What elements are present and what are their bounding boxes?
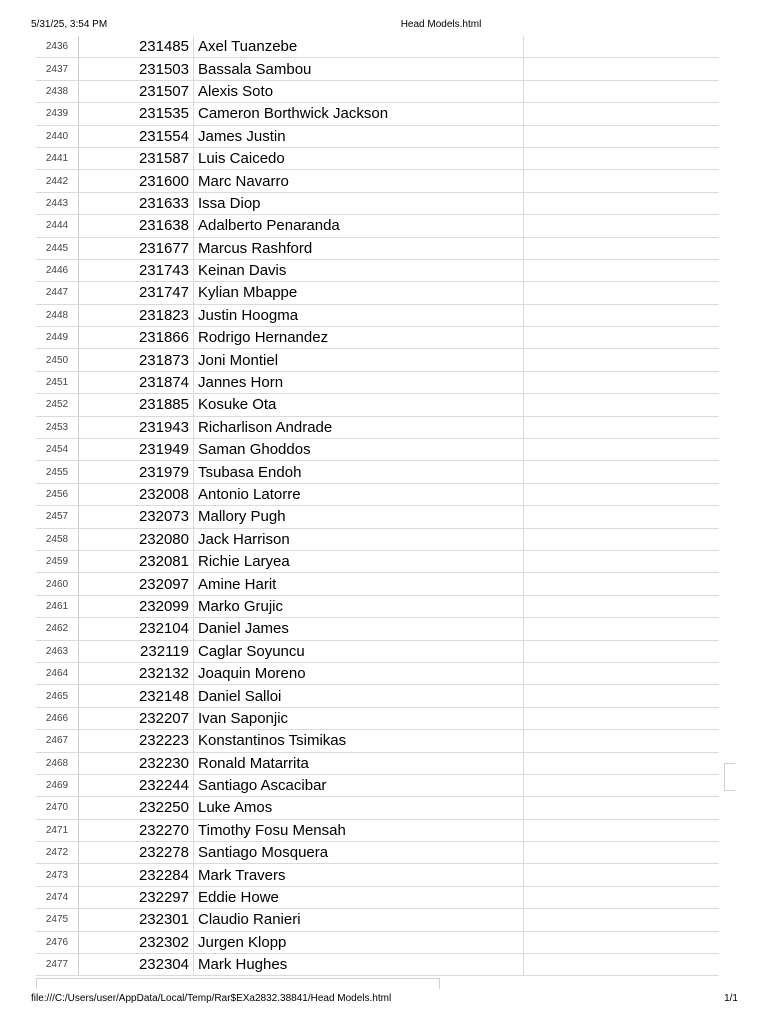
player-name-cell[interactable]: Rodrigo Hernandez xyxy=(194,327,524,349)
empty-cell[interactable] xyxy=(524,215,720,237)
player-name-cell[interactable]: Alexis Soto xyxy=(194,80,524,102)
row-number[interactable]: 2447 xyxy=(36,282,79,304)
row-number[interactable]: 2460 xyxy=(36,573,79,595)
player-name-cell[interactable]: Saman Ghoddos xyxy=(194,439,524,461)
empty-cell[interactable] xyxy=(524,931,720,953)
player-id-cell[interactable]: 232301 xyxy=(79,909,194,931)
player-name-cell[interactable]: Santiago Mosquera xyxy=(194,842,524,864)
table-row xyxy=(36,640,719,662)
table-row xyxy=(36,506,719,528)
table-row xyxy=(36,371,719,393)
empty-cell[interactable] xyxy=(524,416,720,438)
row-number[interactable]: 2468 xyxy=(36,752,79,774)
player-id-cell[interactable]: 231979 xyxy=(79,461,194,483)
scroll-tab[interactable] xyxy=(724,763,735,791)
player-name-cell[interactable]: Timothy Fosu Mensah xyxy=(194,819,524,841)
row-number[interactable]: 2472 xyxy=(36,842,79,864)
player-id-cell[interactable]: 231554 xyxy=(79,125,194,147)
table-row xyxy=(36,304,719,326)
empty-cell[interactable] xyxy=(524,573,720,595)
player-id-cell[interactable]: 231743 xyxy=(79,259,194,281)
empty-cell[interactable] xyxy=(524,483,720,505)
table-row xyxy=(36,461,719,483)
table-row xyxy=(36,439,719,461)
row-number[interactable]: 2463 xyxy=(36,640,79,662)
row-number[interactable]: 2459 xyxy=(36,550,79,572)
player-id-cell[interactable]: 232278 xyxy=(79,842,194,864)
player-id-cell[interactable]: 231949 xyxy=(79,439,194,461)
spreadsheet-table xyxy=(36,36,719,976)
player-name-cell[interactable]: Issa Diop xyxy=(194,192,524,214)
sheet-bottom-box xyxy=(36,978,440,989)
table-row xyxy=(36,797,719,819)
empty-cell[interactable] xyxy=(524,864,720,886)
player-name-cell[interactable]: Axel Tuanzebe xyxy=(194,36,524,58)
document-title: Head Models.html xyxy=(400,19,482,30)
player-id-cell[interactable]: 232080 xyxy=(79,528,194,550)
row-number[interactable]: 2476 xyxy=(36,931,79,953)
row-number[interactable]: 2452 xyxy=(36,394,79,416)
row-number[interactable]: 2470 xyxy=(36,797,79,819)
row-number[interactable]: 2474 xyxy=(36,886,79,908)
row-number[interactable]: 2443 xyxy=(36,192,79,214)
table-row xyxy=(36,573,719,595)
row-number[interactable]: 2444 xyxy=(36,215,79,237)
player-id-cell[interactable]: 232284 xyxy=(79,864,194,886)
row-number[interactable]: 2473 xyxy=(36,864,79,886)
row-number[interactable]: 2455 xyxy=(36,461,79,483)
table-row xyxy=(36,842,719,864)
table-row xyxy=(36,483,719,505)
player-id-cell[interactable]: 231677 xyxy=(79,237,194,259)
row-number[interactable]: 2448 xyxy=(36,304,79,326)
row-number[interactable]: 2451 xyxy=(36,371,79,393)
player-name-cell[interactable]: Marc Navarro xyxy=(194,170,524,192)
player-name-cell[interactable]: Luke Amos xyxy=(194,797,524,819)
player-name-cell[interactable]: Joaquin Moreno xyxy=(194,662,524,684)
player-id-cell[interactable]: 232230 xyxy=(79,752,194,774)
table-row xyxy=(36,349,719,371)
table-row xyxy=(36,931,719,953)
row-number[interactable]: 2458 xyxy=(36,528,79,550)
empty-cell[interactable] xyxy=(524,640,720,662)
table-row xyxy=(36,685,719,707)
table-row xyxy=(36,662,719,684)
empty-cell[interactable] xyxy=(524,797,720,819)
empty-cell[interactable] xyxy=(524,707,720,729)
player-name-cell[interactable]: Marko Grujic xyxy=(194,595,524,617)
empty-cell[interactable] xyxy=(524,103,720,125)
empty-cell[interactable] xyxy=(524,819,720,841)
row-number[interactable]: 2438 xyxy=(36,80,79,102)
player-id-cell[interactable]: 231943 xyxy=(79,416,194,438)
player-id-cell[interactable]: 232250 xyxy=(79,797,194,819)
table-row xyxy=(36,752,719,774)
empty-cell[interactable] xyxy=(524,349,720,371)
player-id-cell[interactable]: 231535 xyxy=(79,103,194,125)
player-name-cell[interactable]: Daniel Salloi xyxy=(194,685,524,707)
table-row xyxy=(36,886,719,908)
empty-cell[interactable] xyxy=(524,304,720,326)
player-name-cell[interactable]: Kylian Mbappe xyxy=(194,282,524,304)
table-row xyxy=(36,259,719,281)
table-row xyxy=(36,80,719,102)
table-row xyxy=(36,215,719,237)
empty-cell[interactable] xyxy=(524,282,720,304)
player-id-cell[interactable]: 232223 xyxy=(79,730,194,752)
player-id-cell[interactable]: 232081 xyxy=(79,550,194,572)
player-name-cell[interactable]: Richarlison Andrade xyxy=(194,416,524,438)
player-id-cell[interactable]: 232302 xyxy=(79,931,194,953)
table-row xyxy=(36,550,719,572)
empty-cell[interactable] xyxy=(524,662,720,684)
row-number[interactable]: 2445 xyxy=(36,237,79,259)
player-name-cell[interactable]: Joni Montiel xyxy=(194,349,524,371)
player-id-cell[interactable]: 232073 xyxy=(79,506,194,528)
empty-cell[interactable] xyxy=(524,618,720,640)
table-row xyxy=(36,707,719,729)
player-name-cell[interactable]: Mark Travers xyxy=(194,864,524,886)
player-id-cell[interactable]: 231638 xyxy=(79,215,194,237)
player-id-cell[interactable]: 231633 xyxy=(79,192,194,214)
player-id-cell[interactable]: 231600 xyxy=(79,170,194,192)
table-row xyxy=(36,730,719,752)
empty-cell[interactable] xyxy=(524,506,720,528)
empty-cell[interactable] xyxy=(524,774,720,796)
empty-cell[interactable] xyxy=(524,147,720,169)
table-row xyxy=(36,528,719,550)
row-number[interactable]: 2436 xyxy=(36,36,79,58)
empty-cell[interactable] xyxy=(524,36,720,58)
row-number[interactable]: 2440 xyxy=(36,125,79,147)
row-number[interactable]: 2446 xyxy=(36,259,79,281)
row-number[interactable]: 2462 xyxy=(36,618,79,640)
player-id-cell[interactable]: 231873 xyxy=(79,349,194,371)
empty-cell[interactable] xyxy=(524,886,720,908)
table-row xyxy=(36,170,719,192)
player-name-cell[interactable]: James Justin xyxy=(194,125,524,147)
player-name-cell[interactable]: Bassala Sambou xyxy=(194,58,524,80)
player-name-cell[interactable]: Tsubasa Endoh xyxy=(194,461,524,483)
table-row xyxy=(36,36,719,58)
spreadsheet-body xyxy=(36,36,719,976)
row-number[interactable]: 2477 xyxy=(36,954,79,976)
player-id-cell[interactable]: 232270 xyxy=(79,819,194,841)
table-row xyxy=(36,954,719,976)
table-row xyxy=(36,909,719,931)
player-id-cell[interactable]: 231485 xyxy=(79,36,194,58)
player-id-cell[interactable]: 231747 xyxy=(79,282,194,304)
row-number[interactable]: 2456 xyxy=(36,483,79,505)
player-id-cell[interactable]: 232148 xyxy=(79,685,194,707)
empty-cell[interactable] xyxy=(524,752,720,774)
player-id-cell[interactable]: 231874 xyxy=(79,371,194,393)
player-name-cell[interactable]: Daniel James xyxy=(194,618,524,640)
row-number[interactable]: 2453 xyxy=(36,416,79,438)
empty-cell[interactable] xyxy=(524,327,720,349)
empty-cell[interactable] xyxy=(524,259,720,281)
player-name-cell[interactable]: Kosuke Ota xyxy=(194,394,524,416)
empty-cell[interactable] xyxy=(524,125,720,147)
empty-cell[interactable] xyxy=(524,595,720,617)
row-number[interactable]: 2465 xyxy=(36,685,79,707)
empty-cell[interactable] xyxy=(524,394,720,416)
empty-cell[interactable] xyxy=(524,685,720,707)
row-number[interactable]: 2450 xyxy=(36,349,79,371)
empty-cell[interactable] xyxy=(524,237,720,259)
row-number[interactable]: 2461 xyxy=(36,595,79,617)
player-id-cell[interactable]: 231823 xyxy=(79,304,194,326)
player-id-cell[interactable]: 232297 xyxy=(79,886,194,908)
row-number[interactable]: 2437 xyxy=(36,58,79,80)
row-number[interactable]: 2454 xyxy=(36,439,79,461)
table-row xyxy=(36,192,719,214)
empty-cell[interactable] xyxy=(524,909,720,931)
row-number[interactable]: 2464 xyxy=(36,662,79,684)
empty-cell[interactable] xyxy=(524,842,720,864)
row-number[interactable]: 2469 xyxy=(36,774,79,796)
player-name-cell[interactable]: Konstantinos Tsimikas xyxy=(194,730,524,752)
player-id-cell[interactable]: 231885 xyxy=(79,394,194,416)
table-row xyxy=(36,58,719,80)
player-id-cell[interactable]: 232244 xyxy=(79,774,194,796)
player-name-cell[interactable]: Claudio Ranieri xyxy=(194,909,524,931)
row-number[interactable]: 2442 xyxy=(36,170,79,192)
table-row xyxy=(36,595,719,617)
player-name-cell[interactable]: Mark Hughes xyxy=(194,954,524,976)
empty-cell[interactable] xyxy=(524,58,720,80)
print-header xyxy=(0,19,768,33)
row-number[interactable]: 2471 xyxy=(36,819,79,841)
table-row xyxy=(36,125,719,147)
table-row xyxy=(36,147,719,169)
player-name-cell[interactable]: Richie Laryea xyxy=(194,550,524,572)
player-name-cell[interactable]: Mallory Pugh xyxy=(194,506,524,528)
player-name-cell[interactable]: Antonio Latorre xyxy=(194,483,524,505)
row-number[interactable]: 2475 xyxy=(36,909,79,931)
row-number[interactable]: 2441 xyxy=(36,147,79,169)
empty-cell[interactable] xyxy=(524,439,720,461)
empty-cell[interactable] xyxy=(524,528,720,550)
player-name-cell[interactable]: Ivan Saponjic xyxy=(194,707,524,729)
table-row xyxy=(36,237,719,259)
player-name-cell[interactable]: Santiago Ascacibar xyxy=(194,774,524,796)
page-number: 1/1 xyxy=(724,993,738,1004)
empty-cell[interactable] xyxy=(524,192,720,214)
table-row xyxy=(36,416,719,438)
empty-cell[interactable] xyxy=(524,550,720,572)
table-row xyxy=(36,864,719,886)
empty-cell[interactable] xyxy=(524,371,720,393)
table-row xyxy=(36,774,719,796)
empty-cell[interactable] xyxy=(524,80,720,102)
table-row xyxy=(36,394,719,416)
row-number[interactable]: 2457 xyxy=(36,506,79,528)
table-row xyxy=(36,282,719,304)
player-name-cell[interactable]: Caglar Soyuncu xyxy=(194,640,524,662)
player-name-cell[interactable]: Amine Harit xyxy=(194,573,524,595)
player-name-cell[interactable]: Eddie Howe xyxy=(194,886,524,908)
player-name-cell[interactable]: Marcus Rashford xyxy=(194,237,524,259)
player-name-cell[interactable]: Adalberto Penaranda xyxy=(194,215,524,237)
player-id-cell[interactable]: 232008 xyxy=(79,483,194,505)
table-row xyxy=(36,103,719,125)
player-name-cell[interactable]: Justin Hoogma xyxy=(194,304,524,326)
player-id-cell[interactable]: 231587 xyxy=(79,147,194,169)
player-id-cell[interactable]: 231507 xyxy=(79,80,194,102)
row-number[interactable]: 2449 xyxy=(36,327,79,349)
empty-cell[interactable] xyxy=(524,461,720,483)
player-name-cell[interactable]: Ronald Matarrita xyxy=(194,752,524,774)
player-name-cell[interactable]: Cameron Borthwick Jackson xyxy=(194,103,524,125)
print-datetime: 5/31/25, 3:54 PM xyxy=(31,19,108,30)
player-id-cell[interactable]: 231866 xyxy=(79,327,194,349)
player-id-cell[interactable]: 232097 xyxy=(79,573,194,595)
player-id-cell[interactable]: 232132 xyxy=(79,662,194,684)
table-row xyxy=(36,618,719,640)
player-name-cell[interactable]: Jurgen Klopp xyxy=(194,931,524,953)
player-id-cell[interactable]: 232099 xyxy=(79,595,194,617)
row-number[interactable]: 2439 xyxy=(36,103,79,125)
table-row xyxy=(36,819,719,841)
file-path: file:///C:/Users/user/AppData/Local/Temp/Rar$EXa2832.38841/Head Models.html xyxy=(31,993,392,1004)
player-name-cell[interactable]: Jack Harrison xyxy=(194,528,524,550)
table-row xyxy=(36,327,719,349)
player-id-cell[interactable]: 232304 xyxy=(79,954,194,976)
row-number[interactable]: 2466 xyxy=(36,707,79,729)
player-name-cell[interactable]: Luis Caicedo xyxy=(194,147,524,169)
player-id-cell[interactable]: 232207 xyxy=(79,707,194,729)
player-name-cell[interactable]: Keinan Davis xyxy=(194,259,524,281)
player-id-cell[interactable]: 232119 xyxy=(79,640,194,662)
empty-cell[interactable] xyxy=(524,954,720,976)
empty-cell[interactable] xyxy=(524,170,720,192)
player-name-cell[interactable]: Jannes Horn xyxy=(194,371,524,393)
player-id-cell[interactable]: 232104 xyxy=(79,618,194,640)
row-number[interactable]: 2467 xyxy=(36,730,79,752)
empty-cell[interactable] xyxy=(524,730,720,752)
player-id-cell[interactable]: 231503 xyxy=(79,58,194,80)
